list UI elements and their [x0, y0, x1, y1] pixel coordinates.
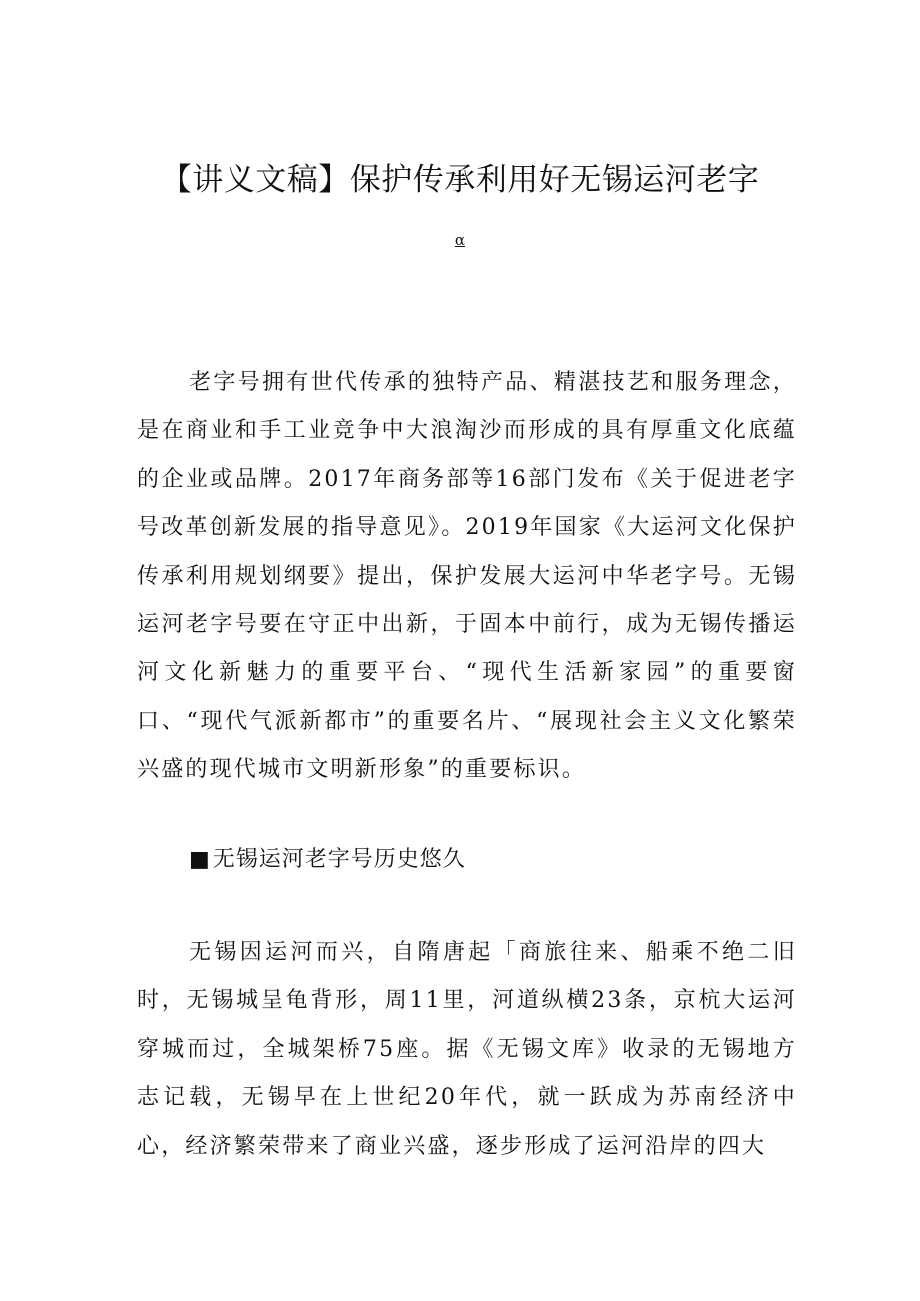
section-heading [189, 840, 466, 880]
document-title: 【讲义文稿】保护传承利用好无锡运河老字 [160, 162, 760, 198]
paragraph-intro: 老字号拥有世代传承的独特产品、精湛技艺和服务理念，是在商业和手工业竞争中大浪淘沙而形成的具有厚重文化底蕴的企业或品牌。2017年商务部等16部门发布《关于促进老字号改革创新发展的指导意见》。2019年国家《大运河文化保护传承利用规划纲要》提出，保护发展大运河中华老字号。无锡运河老字号要在守正中出新，于固本中前行，成为无锡传播运河文化新魅力的重要平台、“现代生活新家园”的重要窗口、“现代气派新都市”的重要名片、“展现社会主义文化繁荣兴盛的现代城市文明新形象”的重要标识。 [137, 370, 797, 783]
section-heading-text: 无锡运河老字号历史悠久 [212, 847, 466, 872]
subtitle-mark: α [454, 231, 466, 249]
paragraph-history: 无锡因运河而兴，自隋唐起「商旅往来、船乘不绝二旧时，无锡城呈龟背形，周11里，河道纵横23条，京杭大运河穿城而过，全城架桥75座。据《无锡文库》收录的无锡地方志记载，无锡早在上世纪20年代，就一跃成为苏南经济中心，经济繁荣带来了商业兴盛，逐步形成了运河沿岸的四大 [137, 940, 797, 1159]
square-bullet-icon: ■ [189, 847, 211, 872]
